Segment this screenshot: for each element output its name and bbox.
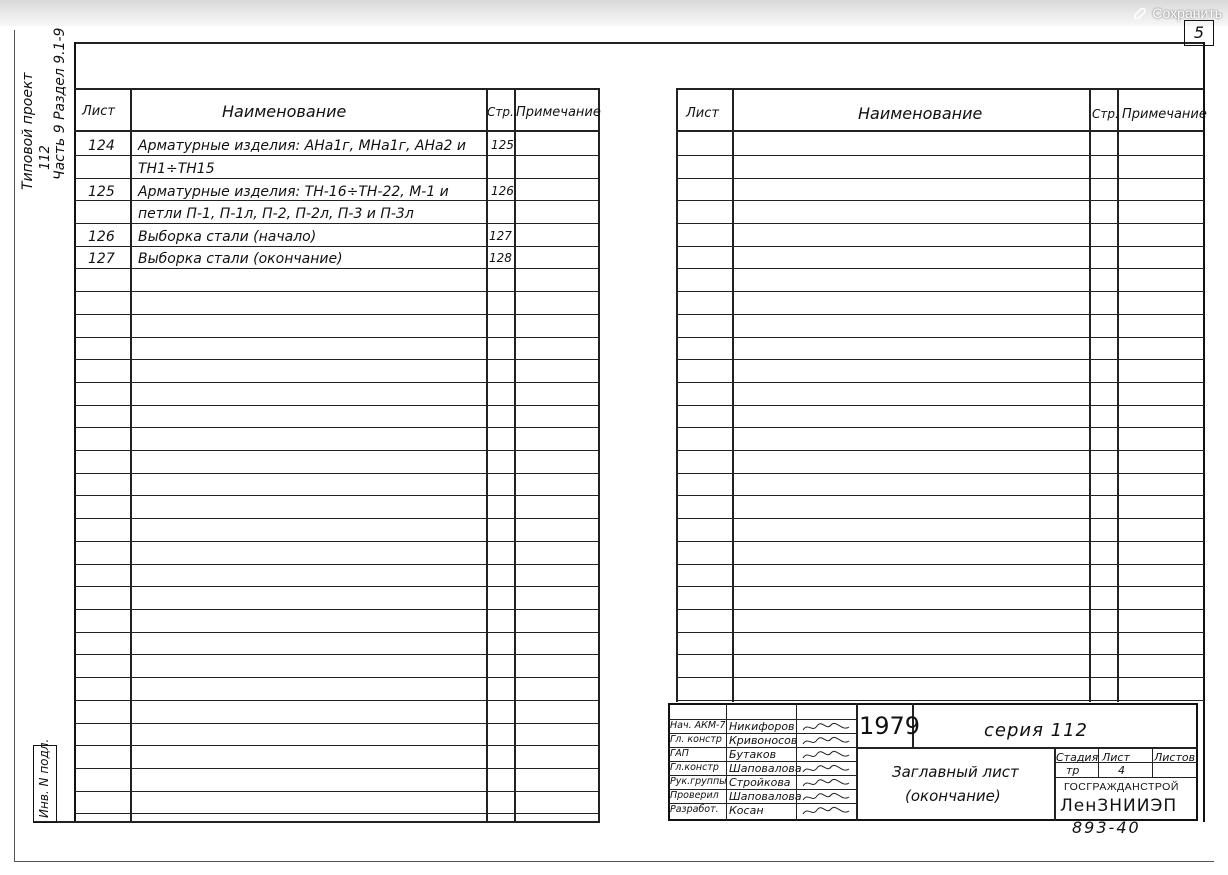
stamp-sheet-header: Лист <box>1102 751 1130 764</box>
title-block-line <box>1152 747 1153 777</box>
signature-mark <box>800 721 852 734</box>
left-table-row-line <box>74 609 600 610</box>
left-table-header-border <box>74 130 600 132</box>
right-table <box>676 88 1204 702</box>
left-table-row-line <box>74 654 600 655</box>
outer-left-border <box>14 30 15 862</box>
right-table-row-line <box>676 314 1204 315</box>
row-name: ТН1÷ТН15 <box>138 161 215 177</box>
left-table-col-line <box>486 88 488 822</box>
left-table-row-line <box>74 314 600 315</box>
right-table-row-line <box>676 405 1204 406</box>
side-label-line1: Типовой проект <box>20 72 36 190</box>
row-name: Выборка стали (окончание) <box>138 251 343 267</box>
frame-top <box>76 42 1204 44</box>
right-table-row-line <box>676 223 1204 224</box>
right-table-row-line <box>676 200 1204 201</box>
left-table-row-line <box>74 178 600 179</box>
left-table-row-line <box>74 382 600 383</box>
right-table-row-line <box>676 382 1204 383</box>
page-number-box <box>1184 20 1214 46</box>
title-block-line <box>1054 777 1198 778</box>
right-table-row-line <box>676 495 1204 496</box>
signer-name: Шаповалова <box>729 762 802 775</box>
left-table-row-line <box>74 586 600 587</box>
left-table-row-line <box>74 337 600 338</box>
left-table-row-line <box>74 427 600 428</box>
left-table-row-line <box>74 473 600 474</box>
right-table-row-line <box>676 518 1204 519</box>
save-icon <box>1132 5 1148 21</box>
row-sheet: 124 <box>88 138 115 154</box>
right-table-row-line <box>676 337 1204 338</box>
stamp-org1: ГОСГРАЖДАНСТРОЙ <box>1064 781 1179 793</box>
stamp-doc-number: 893-40 <box>1072 818 1141 837</box>
signer-name: Косан <box>729 804 764 817</box>
left-table-row-line <box>74 518 600 519</box>
right-table-row-line <box>676 654 1204 655</box>
left-table-row-line <box>74 723 600 724</box>
side-label-line3: Часть 9 Раздел 9.1-9 <box>52 27 68 180</box>
right-header-note: Примечание <box>1122 107 1207 122</box>
left-table-row-line <box>74 223 600 224</box>
left-table-row-line <box>74 541 600 542</box>
left-table-row-line <box>74 813 600 814</box>
right-header-name: Наименование <box>858 104 983 123</box>
left-table-row-line <box>74 768 600 769</box>
signer-role: Нач. АКМ-7 <box>670 720 726 731</box>
right-table-row-line <box>676 564 1204 565</box>
row-sheet: 127 <box>88 251 115 267</box>
left-table-row-line <box>74 359 600 360</box>
signature-mark <box>800 791 852 804</box>
signature-mark <box>800 777 852 790</box>
row-page: 125 <box>491 138 514 152</box>
right-table-row-line <box>676 291 1204 292</box>
right-table-row-line <box>676 586 1204 587</box>
row-sheet: 126 <box>88 229 115 245</box>
right-table-col-line <box>676 88 678 702</box>
right-table-row-line <box>676 359 1204 360</box>
left-table-row-line <box>74 791 600 792</box>
row-page: 127 <box>489 229 512 243</box>
left-table-row-line <box>74 564 600 565</box>
title-block-line <box>856 747 1198 749</box>
row-name: Выборка стали (начало) <box>138 229 317 245</box>
left-table-top-border <box>74 88 600 90</box>
right-table-col-line <box>1089 88 1091 702</box>
stamp-sheet-value: 4 <box>1118 764 1125 777</box>
left-header-sheet: Лист <box>82 104 115 119</box>
right-table-col-line <box>732 88 734 702</box>
right-table-row-line <box>676 609 1204 610</box>
signature-mark <box>800 749 852 762</box>
right-table-row-line <box>676 473 1204 474</box>
row-name: петли П-1, П-1л, П-2, П-2л, П-3 и П-3л <box>138 206 414 222</box>
row-sheet: 125 <box>88 184 115 200</box>
left-header-page: Стр. <box>487 105 514 119</box>
signature-mark <box>800 763 852 776</box>
right-header-sheet: Лист <box>686 106 719 121</box>
save-button-label: Сохранить <box>1152 5 1222 21</box>
outer-bottom-border <box>14 861 1214 862</box>
row-page: 126 <box>491 184 514 198</box>
right-table-header-border <box>676 130 1204 132</box>
signature-mark <box>800 735 852 748</box>
signer-role: Гл. констр <box>670 734 722 745</box>
signature-mark <box>800 805 852 818</box>
row-name: Арматурные изделия: АНа1г, МНа1г, АНа2 и <box>138 138 467 154</box>
left-table-row-line <box>74 495 600 496</box>
left-table-col-line <box>598 88 600 822</box>
signer-role: Разработ. <box>670 804 719 815</box>
stamp-year: 1979 <box>859 712 921 740</box>
right-table-top-border <box>676 88 1204 90</box>
row-name: Арматурные изделия: ТН-16÷ТН-22, М-1 и <box>138 184 449 200</box>
right-table-row-line <box>676 268 1204 269</box>
stamp-org2: ЛенЗНИИЭП <box>1060 796 1178 816</box>
left-table-row-line <box>74 450 600 451</box>
right-table-row-line <box>676 178 1204 179</box>
title-block-line <box>856 703 858 821</box>
stamp-sheets-header: Листов <box>1154 751 1196 764</box>
left-table-row-line <box>74 200 600 201</box>
right-table-row-line <box>676 246 1204 247</box>
left-table-row-line <box>74 291 600 292</box>
signer-role: Проверил <box>670 790 719 801</box>
stamp-stage-value: тр <box>1066 764 1080 777</box>
stamp-series: серия 112 <box>984 720 1089 741</box>
left-table-row-line <box>74 632 600 633</box>
right-table-row-line <box>676 427 1204 428</box>
right-table-row-line <box>676 541 1204 542</box>
stamp-title-line1: Заглавный лист <box>892 763 1019 781</box>
row-page: 128 <box>489 251 512 265</box>
right-table-row-line <box>676 677 1204 678</box>
left-table-row-line <box>74 268 600 269</box>
right-table-col-line <box>1117 88 1119 702</box>
signer-name: Бутаков <box>729 748 777 761</box>
left-table-row-line <box>74 700 600 701</box>
title-block-line <box>726 703 727 821</box>
left-table-row-line <box>74 405 600 406</box>
signer-name: Шаповалова <box>729 790 802 803</box>
top-toolbar-strip <box>0 0 1228 26</box>
left-header-note: Примечание <box>516 105 601 120</box>
signer-name: Стройкова <box>729 776 791 789</box>
stamp-stage-header: Стадия <box>1056 751 1099 764</box>
right-header-page: Стр. <box>1092 107 1119 121</box>
inv-label: Инв. N подл. <box>37 738 51 818</box>
left-table-col-line <box>130 88 132 822</box>
stamp-title-line2: (окончание) <box>905 787 1001 805</box>
signer-name: Никифоров <box>729 720 795 733</box>
signer-role: ГАП <box>670 748 689 759</box>
side-label-line2: 112 <box>38 145 53 170</box>
signer-name: Кривоносов <box>729 734 798 747</box>
right-table-row-line <box>676 632 1204 633</box>
right-table-row-line <box>676 700 1204 701</box>
left-table-row-line <box>74 246 600 247</box>
left-table-row-line <box>74 745 600 746</box>
signer-role: Рук.группы <box>670 776 727 787</box>
right-table-row-line <box>676 155 1204 156</box>
page-number: 5 <box>1193 23 1205 42</box>
right-table-row-line <box>676 450 1204 451</box>
left-table-row-line <box>74 155 600 156</box>
left-table-col-line <box>514 88 516 822</box>
signer-role: Гл.констр <box>670 762 719 773</box>
left-table-row-line <box>74 677 600 678</box>
left-header-name: Наименование <box>222 102 347 121</box>
